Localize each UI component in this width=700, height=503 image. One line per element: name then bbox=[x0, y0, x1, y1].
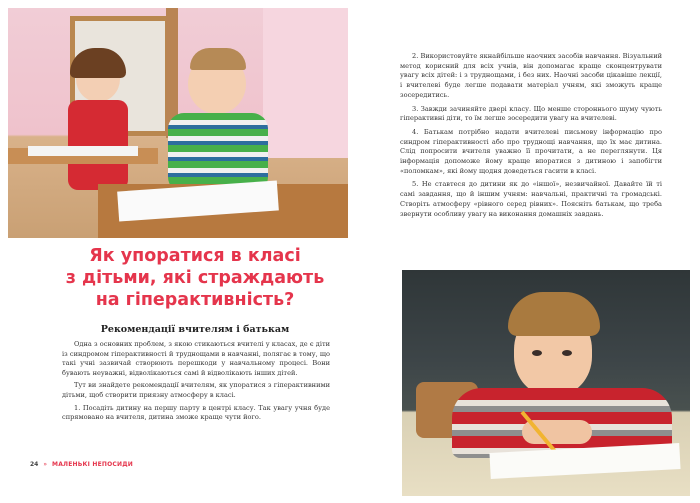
boy-at-desk-photo bbox=[402, 270, 690, 496]
paragraph: 4. Батькам потрібно надати вчителеві письмову інформацію про синдром гіперактивності або про труднощі навчання, що їх має дитина. Слід попросити вчителя уважно її прочитати, а не переглянути. Ця інформація допоможе йому краще впоратися з дитиною і запобігти «поломкам», які йому щодня доведеться гасити в класі. bbox=[400, 127, 662, 175]
headline-line-2: з дітьми, які страждають bbox=[65, 268, 325, 288]
classroom-photo bbox=[8, 8, 348, 238]
headline-line-1: Як упоратися в класі bbox=[89, 246, 301, 266]
paragraph: Одна з основних проблем, з якою стикаються вчителі у класах, де є діти із синдромом гіперактивності й труднощами в навчанні, полягає в тому, що такі учні зазвичай створюють перешкоди у навчальному процесі. Вони бувають неуважні, відволікаються самі й відволікають інших дітей. bbox=[62, 340, 330, 377]
book-title: МАЛЕНЬКІ НЕПОСИДИ bbox=[52, 461, 133, 468]
article-headline bbox=[60, 245, 330, 311]
left-page-body bbox=[62, 340, 330, 426]
right-page-body bbox=[400, 52, 662, 223]
footer-bullet: » bbox=[43, 461, 48, 468]
paragraph: 3. Завжди зачиняйте двері класу. Що менше стороннього шуму чують гіперактивні діти, то їм легше зосередити увагу на вчителеві. bbox=[400, 104, 662, 123]
paragraph: 1. Посадіть дитину на першу парту в центрі класу. Так увагу учня буде спрямовано на вчителя, дитина зможе краще чути його. bbox=[62, 403, 330, 422]
article-subhead: Рекомендації вчителям і батькам bbox=[100, 324, 290, 335]
page-number: 24 bbox=[30, 461, 39, 468]
paragraph: Тут ви знайдете рекомендації вчителям, як упоратися з гіперактивними дітьми, щоб створити приязну атмосферу в класі. bbox=[62, 381, 330, 399]
paragraph: 2. Використовуйте якнайбільше наочних засобів навчання. Візуальний метод корисний для всіх учнів, він допомагає краще сконцентрувати увагу всіх дітей: і з труднощами, і без них. Наочні засоби цікавіше лекції, і вчителеві буде легше подавати матеріал учням, які зможуть краще зосередитись. bbox=[400, 52, 662, 99]
page-footer bbox=[30, 461, 133, 468]
paragraph: 5. Не ставтеся до дитини як до «іншої», незвичайної. Давайте їй ті самі завдання, що й іншим учням: навчальні, практичні та громадські. Створіть атмосферу «рівного серед рівних». Поясніть батькам, що треба звернути особливу увагу на виконання домашніх завдань. bbox=[400, 180, 662, 218]
headline-line-3: на гіперактивність? bbox=[95, 290, 295, 310]
